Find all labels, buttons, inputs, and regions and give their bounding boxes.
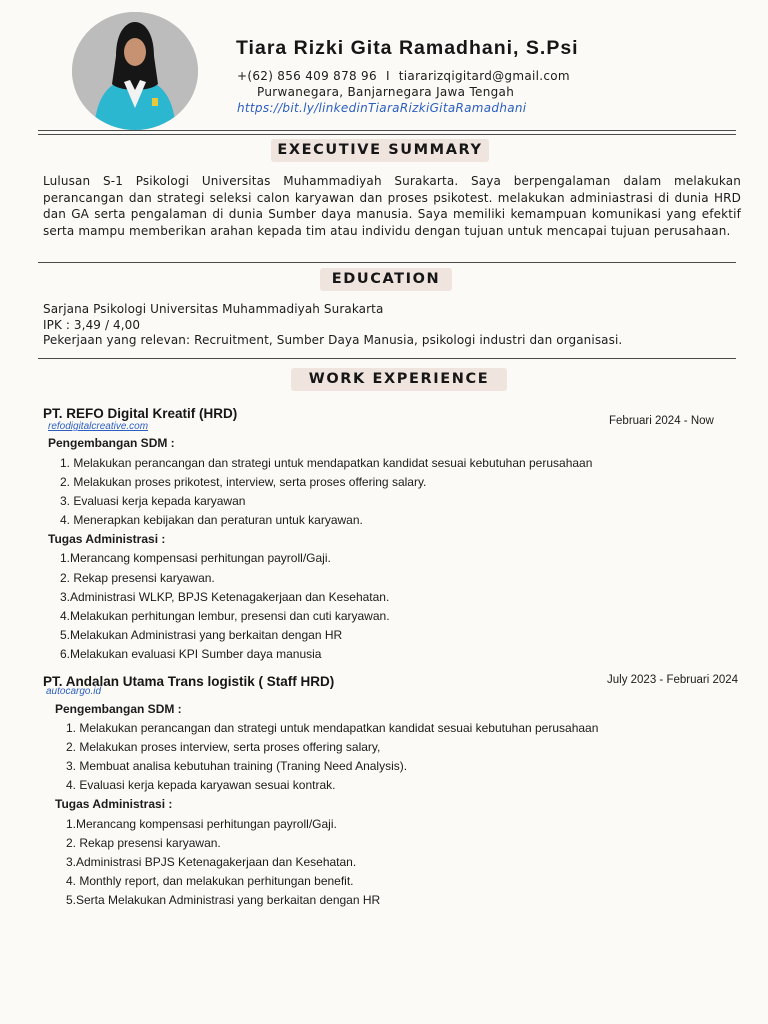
job-duty-item: 4. Menerapkan kebijakan dan peraturan untuk karyawan. <box>60 513 363 527</box>
education-degree: Sarjana Psikologi Universitas Muhammadiyah Surakarta <box>43 302 384 316</box>
job-duty-item: 6.Melakukan evaluasi KPI Sumber daya manusia <box>60 647 322 661</box>
job-group-title: Pengembangan SDM : <box>48 436 175 450</box>
profile-photo <box>72 12 198 130</box>
phone-number: +(62) 856 409 878 96 <box>237 69 377 83</box>
profile-photo-illustration <box>72 12 198 130</box>
job-duty-item: 2. Rekap presensi karyawan. <box>66 836 221 850</box>
job-duty-item: 3.Administrasi WLKP, BPJS Ketenagakerjaan dan Kesehatan. <box>60 590 390 604</box>
section-title-work-experience: WORK EXPERIENCE <box>291 368 507 391</box>
linkedin-link[interactable]: https://bit.ly/linkedinTiaraRizkiGitaRamadhani <box>237 101 527 115</box>
contact-separator: I <box>385 69 390 83</box>
header-divider-top <box>38 130 736 131</box>
executive-summary-text: Lulusan S-1 Psikologi Universitas Muhammadiyah Surakarta. Saya berpengalaman dalam melakukan perancangan dan strategi seleksi calon karyawan dan proses psikotest. melakukan adminiastrasi di dunia HRD dan GA serta pengalaman di dunia Sumber daya manusia. Saya memiliki kemampuan komunikasi yang efektif serta mampu memberikan arahan kepada tim atau individu dengan tujuan untuk mencapai tujuan perusahaan. <box>43 174 741 238</box>
header-divider-bottom <box>38 134 736 135</box>
company-website-link[interactable]: refodigitalcreative.com <box>48 421 149 432</box>
job-group-title: Pengembangan SDM : <box>55 702 182 716</box>
job-duty-item: 4. Monthly report, dan melakukan perhitungan benefit. <box>66 874 354 888</box>
job-company: PT. REFO Digital Kreatif (HRD) <box>43 406 238 421</box>
job-date-range: July 2023 - Februari 2024 <box>607 674 739 686</box>
job-date-range: Februari 2024 - Now <box>609 415 714 427</box>
job-duty-item: 1. Melakukan perancangan dan strategi untuk mendapatkan kandidat sesuai kebutuhan perusahaan <box>66 721 599 735</box>
contact-line <box>237 69 570 83</box>
job-duty-item: 1.Merancang kompensasi perhitungan payroll/Gaji. <box>60 551 331 565</box>
job-duty-item: 1. Melakukan perancangan dan strategi untuk mendapatkan kandidat sesuai kebutuhan perusahaan <box>60 456 593 470</box>
section-title-education: EDUCATION <box>320 268 452 291</box>
job-group-title: Tugas Administrasi : <box>48 532 166 546</box>
job-duty-item: 1.Merancang kompensasi perhitungan payroll/Gaji. <box>66 817 337 831</box>
home-address: Purwanegara, Banjarnegara Jawa Tengah <box>257 85 515 99</box>
section-title-executive-summary: EXECUTIVE SUMMARY <box>271 139 489 162</box>
education-divider <box>38 358 736 359</box>
email-address: tiararizqigitard@gmail.com <box>398 69 570 83</box>
job-duty-item: 3.Administrasi BPJS Ketenagakerjaan dan Kesehatan. <box>66 855 357 869</box>
job-duty-item: 5.Melakukan Administrasi yang berkaitan dengan HR <box>60 628 343 642</box>
summary-divider <box>38 262 736 263</box>
job-duty-item: 5.Serta Melakukan Administrasi yang berkaitan dengan HR <box>66 893 381 907</box>
job-company: PT. Andalan Utama Trans logistik ( Staff HRD) <box>43 674 335 689</box>
job-duty-item: 3. Evaluasi kerja kepada karyawan <box>60 494 246 508</box>
job-duty-item: 2. Melakukan proses interview, serta proses offering salary, <box>66 740 381 754</box>
candidate-name: Tiara Rizki Gita Ramadhani, S.Psi <box>236 37 579 59</box>
education-relevant-work: Pekerjaan yang relevan: Recruitment, Sumber Daya Manusia, psikologi industri dan organisasi. <box>43 333 623 347</box>
job-duty-item: 4.Melakukan perhitungan lembur, presensi dan cuti karyawan. <box>60 609 390 623</box>
job-duty-item: 4. Evaluasi kerja kepada karyawan sesuai kontrak. <box>66 778 336 792</box>
education-gpa: IPK : 3,49 / 4,00 <box>43 318 141 332</box>
job-duty-item: 2. Melakukan proses prikotest, interview, serta proses offering salary. <box>60 475 427 489</box>
job-duty-item: 2. Rekap presensi karyawan. <box>60 571 215 585</box>
job-duty-item: 3. Membuat analisa kebutuhan training (Traning Need Analysis). <box>66 759 408 773</box>
job-group-title: Tugas Administrasi : <box>55 797 173 811</box>
company-website-link[interactable]: autocargo.id <box>46 686 102 697</box>
